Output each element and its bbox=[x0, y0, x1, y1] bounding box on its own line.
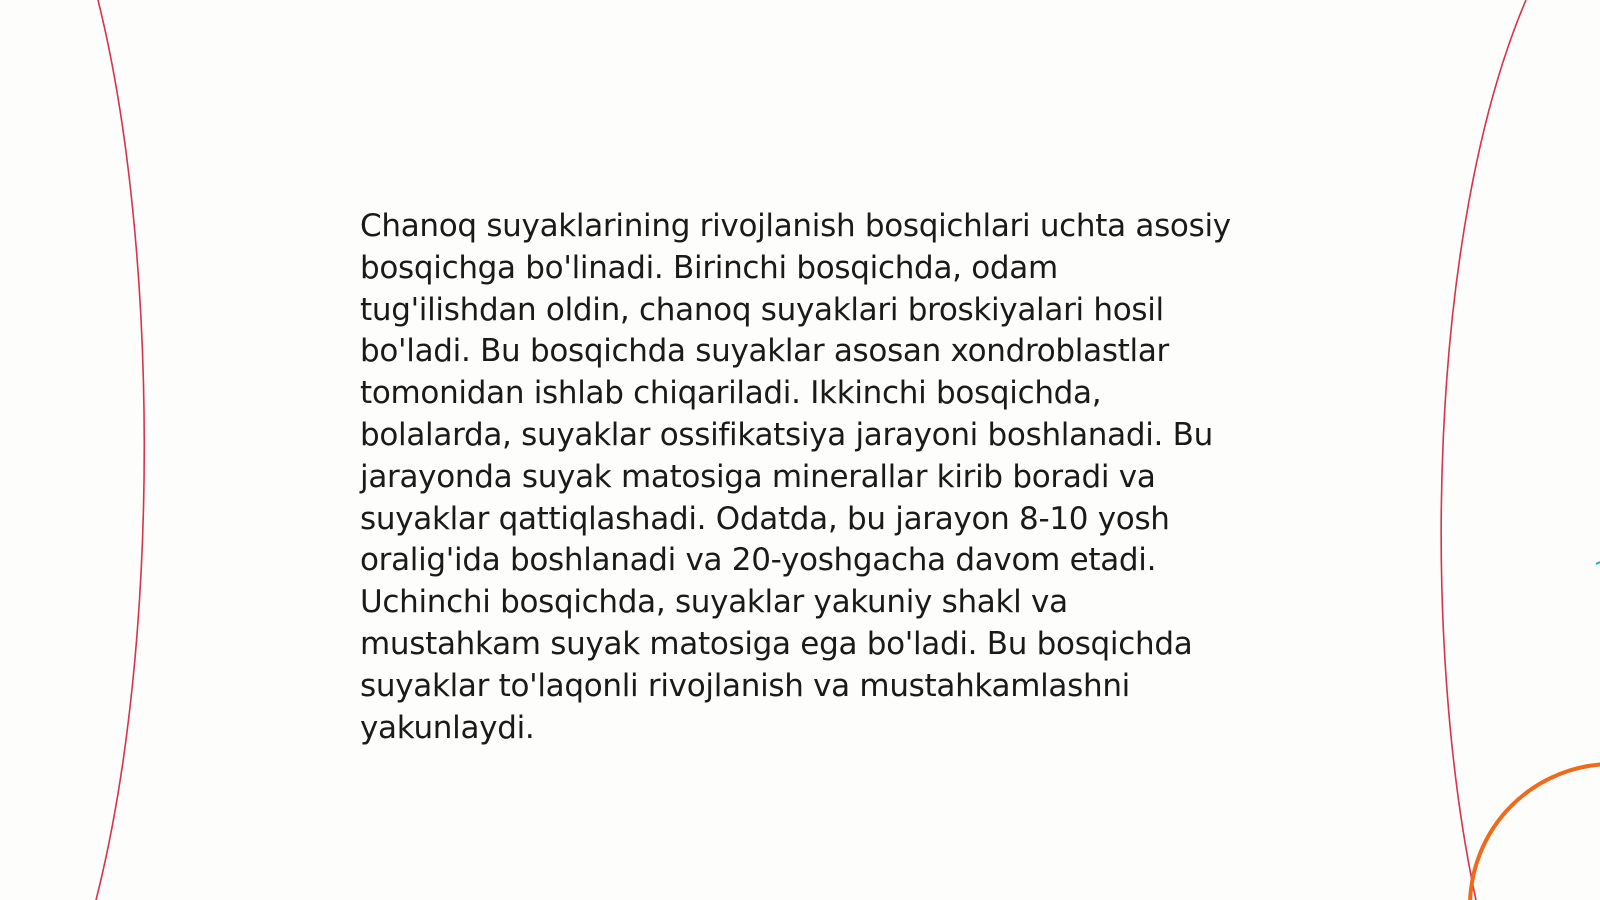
body-paragraph: Chanoq suyaklarining rivojlanish bosqichlari uchta asosiy bosqichga bo'linadi. Birinchi bosqichda, odam tug'ilishdan oldin, chanoq suyaklari broskiyalari hosil bo'ladi. Bu bosqichda suyaklar asosan xondroblastlar tomonidan ishlab chiqariladi. Ikkinchi bosqichda, bolalarda, suyaklar ossifikatsiya jarayoni boshlanadi. Bu jarayonda suyak matosiga minerallar kirib boradi va suyaklar qattiqlashadi. Odatda, bu jarayon 8-10 yosh oralig'ida boshlanadi va 20-yoshgacha davom etadi. Uchinchi bosqichda, suyaklar yakuniy shakl va mustahkam suyak matosiga ega bo'ladi. Bu bosqichda suyaklar to'laqonli rivojlanish va mustahkamlashni yakunlaydi. bbox=[360, 208, 1231, 746]
right-curve bbox=[1441, 0, 1526, 900]
orange-circle bbox=[1470, 764, 1600, 900]
left-curve bbox=[96, 0, 144, 900]
small-accent-mark bbox=[1596, 562, 1600, 564]
